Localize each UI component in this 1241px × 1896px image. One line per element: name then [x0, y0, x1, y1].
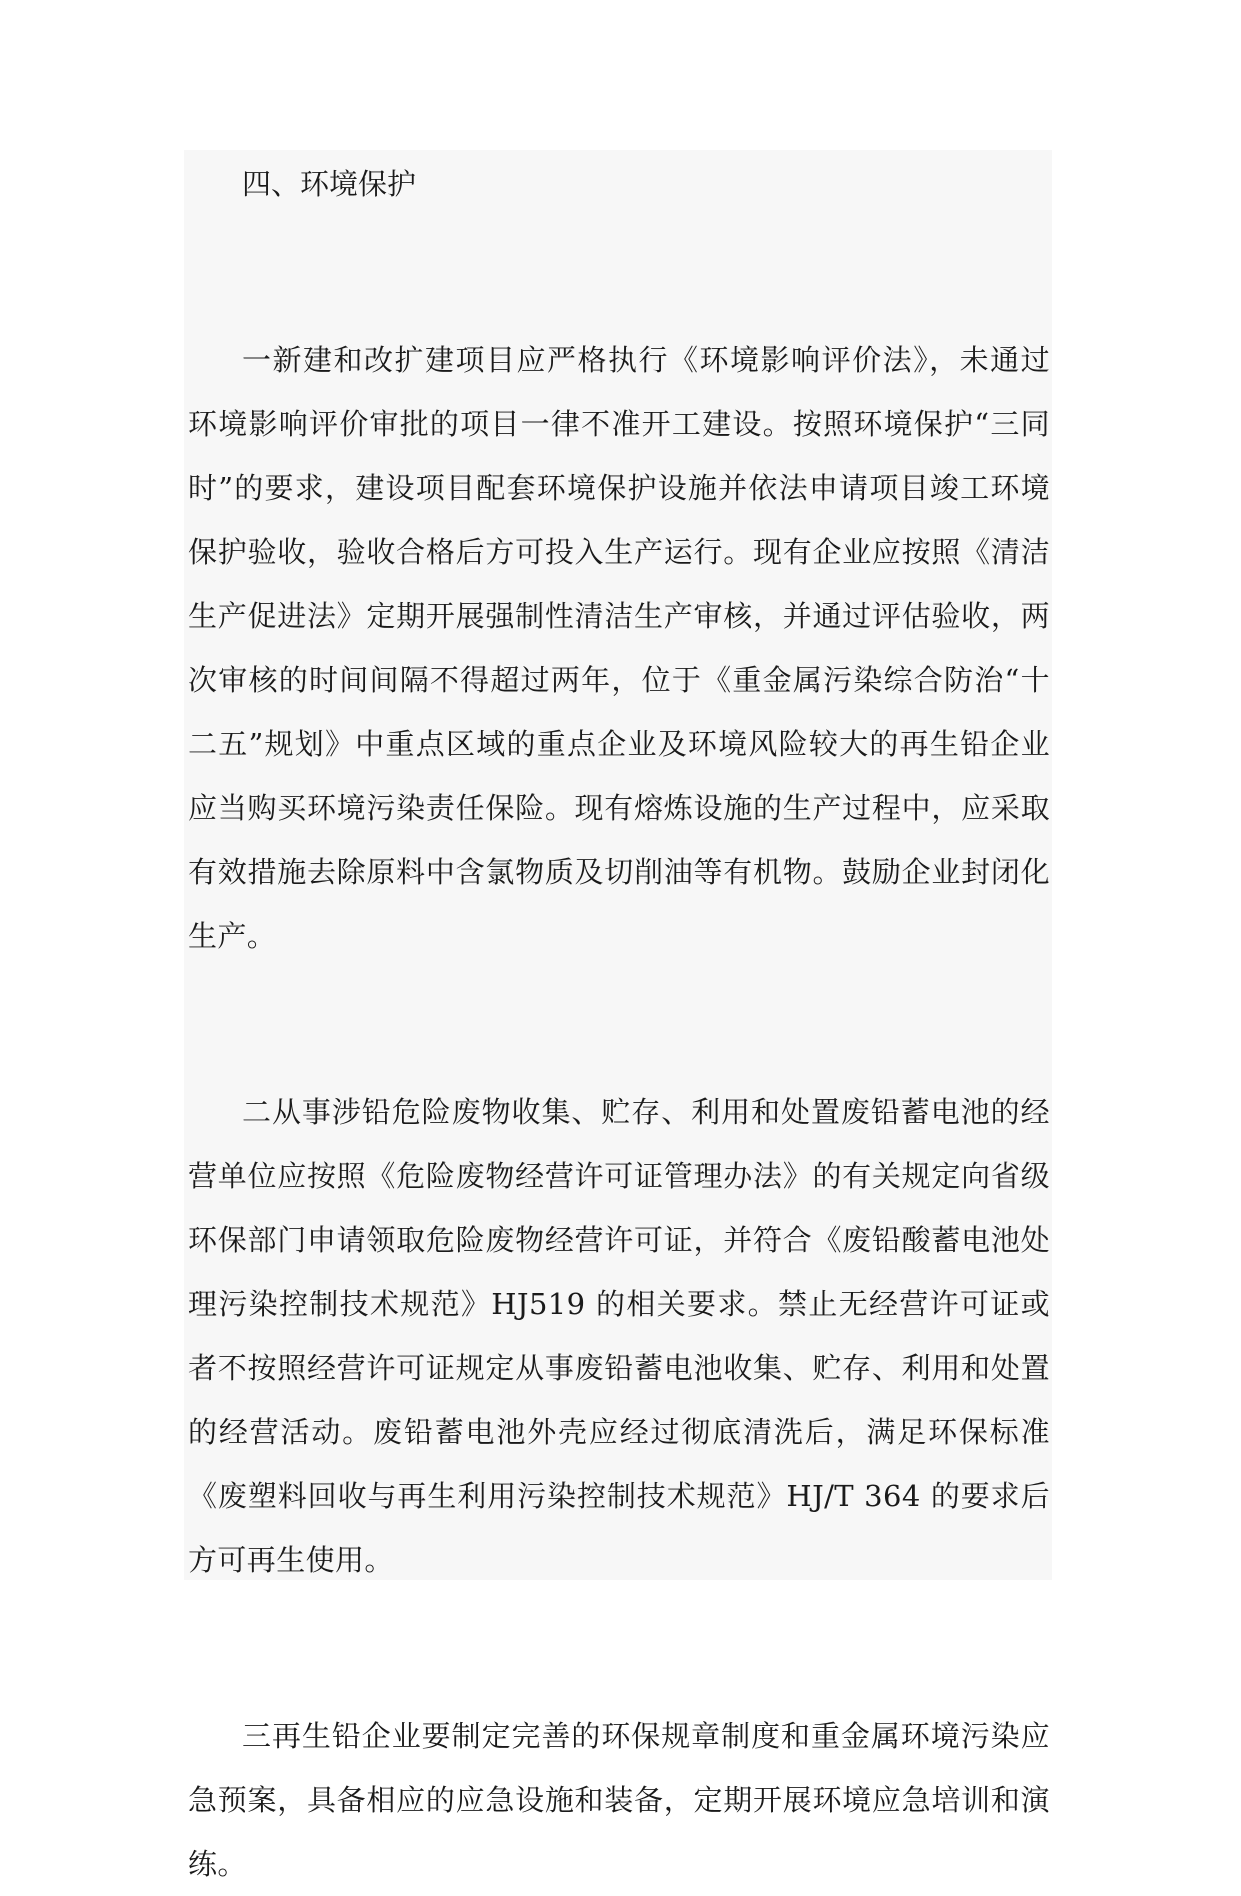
text-area [188, 150, 1050, 1896]
paragraph-1: 一新建和改扩建项目应严格执行《环境影响评价法》，未通过环境影响评价审批的项目一律不准开工建设。按照环境保护“三同时”的要求，建设项目配套环境保护设施并依法申请项目竣工环境保护验收，验收合格后方可投入生产运行。现有企业应按照《清洁生产促进法》定期开展强制性清洁生产审核，并通过评估验收，两次审核的时间间隔不得超过两年，位于《重金属污染综合防治“十二五”规划》中重点区域的重点企业及环境风险较大的再生铅企业应当购买环境污染责任保险。现有熔炼设施的生产过程中，应采取有效措施去除原料中含氯物质及切削油等有机物。鼓励企业封闭化生产。 [188, 343, 1050, 953]
paragraph-3: 三再生铅企业要制定完善的环保规章制度和重金属环境污染应急预案，具备相应的应急设施和装备，定期开展环境应急培训和演练。 [188, 1719, 1050, 1881]
section-heading: 四、环境保护 [242, 167, 417, 201]
paragraph-2: 二从事涉铅危险废物收集、贮存、利用和处置废铅蓄电池的经营单位应按照《危险废物经营许可证管理办法》的有关规定向省级环保部门申请领取危险废物经营许可证，并符合《废铅酸蓄电池处理污染控制技术规范》HJ519 的相关要求。禁止无经营许可证或者不按照经营许可证规定从事废铅蓄电池收集、贮存、利用和处置的经营活动。废铅蓄电池外壳应经过彻底清洗后，满足环保标准《废塑料回收与再生利用污染控制技术规范》HJ/T 364 的要求后方可再生使用。 [188, 1095, 1050, 1577]
content-block [184, 150, 1052, 1881]
